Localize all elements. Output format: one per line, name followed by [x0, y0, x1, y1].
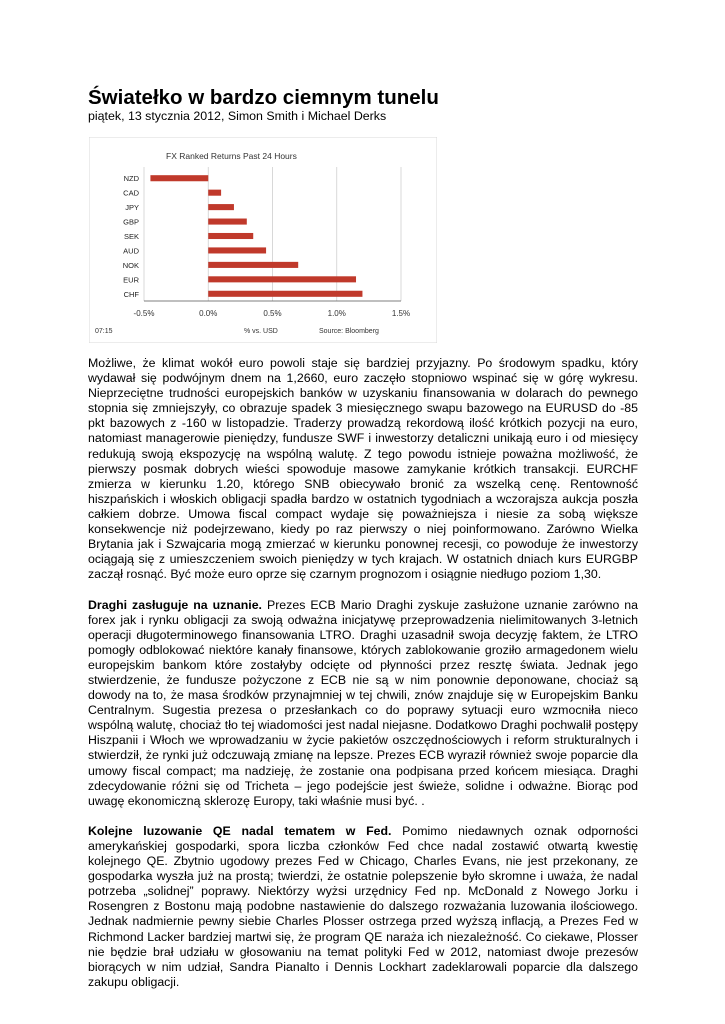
paragraph-text: Możliwe, że klimat wokół euro powoli staje się bardziej przyjazny. Po środowym spadku, który wydawał się podwójnym dnem na 1,2660, euro zaczęło stopniowo wspinać się w górę wykresu. Nieprzeciętne trudności europejskich banków w uzyskaniu finansowania w dolarach do pewnego stopnia się zmniejszyły, co obrazuje spadek 3 miesięcznego swapu bazowego na EURUSD do -85 pkt bazowych z -160 w listopadzie. Traderzy prowadzą rekordową ilość krótkich pozycji na euro, natomiast managerowie pieniędzy, fundusze SWF i inwestorzy detaliczni unikają euro i od miesięcy redukują swoją ekspozycję na wspólną walutę. Z tego powodu istnieje poważna możliwość, że pierwszy posmak dobrych wieści spowoduje masowe zamykanie krótkich transakcji. EURCHF zmierza w kierunku 1.20, którego SNB obiecywało bronić za wszelką cenę. Rentowność hiszpańskich i włoskich obligacji spadła bardzo w ostatnich tygodniach a wczorajsza aukcja poszła całkiem dobrze. Umowa fiscal compact wydaje się poważniejsza i niesie za sobą większe konsekwencje niż podejrzewano, kiedy po raz pierwszy o niej poinformowano. Zarówno Wielka Brytania jak i Szwajcaria mogą zmierzać w kierunku ponownej recesji, co powoduje że inwestorzy ociągają się z umieszczeniem swoich pieniędzy w tych krajach. W ostatnich dniach kurs EURGBP zaczął rosnąć. Być może euro oprze się czarnym prognozom i osiągnie niedługo poziom 1,30.: [88, 356, 638, 582]
chart-source: Source: Bloomberg: [319, 328, 379, 335]
category-label: AUD: [123, 246, 139, 256]
paragraph-euro-outlook: [88, 356, 638, 582]
paragraph-draghi: [88, 598, 638, 809]
paragraph-text: Pomimo niedawnych oznak odporności amerykańskiej gospodarki, spora liczba członków Fed chce nadal zostawić otwartą kwestię kolejnego QE. Zbytnio ugodowy prezes Fed w Chicago, Charles Evans, nie jest przekonany, ze gospodarka wyszła już na prostą; twierdzi, że ostatnie polepszenie było skromne i uważa, że nadal potrzeba „solidnej” poprawy. Niektórzy wyżsi urzędnicy Fed np. McDonald z Nowego Jorku i Rosengren z Bostonu mają podobne nastawienie do dalszego rozważania luzowania ilościowego. Jednak nadmiernie pewny siebie Charles Plosser ostrzega przed wyższą inflacją, a Prezes Fed w Richmond Lacker bardziej martwi się, że program QE naraża ich niezależność. Co ciekawe, Plosser nie będzie brał udziału w głosowaniu na temat polityki Fed w 2012, natomiast dwoje prezesów biorących w nim udział, Sandra Pianalto i Dennis Lockhart zadeklarowali poparcie dla dalszego zakupu obligacji.: [88, 823, 638, 989]
bar-eur: [208, 276, 356, 282]
chart-svg: [89, 137, 437, 343]
x-tick-label: 1.0%: [327, 309, 346, 318]
category-label: GBP: [123, 217, 139, 227]
category-label: CAD: [123, 188, 139, 198]
x-tick-label: 0.5%: [263, 309, 282, 318]
category-label: NZD: [123, 174, 139, 184]
paragraph-fed-qe: [88, 824, 638, 990]
bar-cad: [208, 190, 221, 196]
chart-xlabel: % vs. USD: [244, 328, 278, 335]
bar-aud: [208, 247, 266, 253]
category-label: EUR: [123, 275, 139, 285]
paragraph-lead: Kolejne luzowanie QE nadal tematem w Fed.: [88, 823, 392, 838]
category-label: NOK: [122, 260, 139, 270]
x-tick-label: -0.5%: [133, 309, 155, 318]
chart-time-label: 07:15: [95, 328, 113, 335]
article-byline: piątek, 13 stycznia 2012, Simon Smith i Michael Derks: [88, 109, 387, 123]
x-tick-label: 0.0%: [199, 309, 218, 318]
bar-jpy: [208, 204, 234, 210]
paragraph-text: Prezes ECB Mario Draghi zyskuje zasłużone uznanie zarówno na forex jak i rynku obligacji za swoją odważna inicjatywę przeprowadzenia nielimitowanych 3-letnich operacji długoterminowego finansowania LTRO. Draghi uzasadnił swoja decyzję faktem, że LTRO pomogły odblokować niektóre kanały finansowe, których zablokowanie groziło armagedonem wielu europejskim bankom które zostałyby odcięte od płynności przez resztę świata. Jednak jego stwierdzenie, że fundusze pożyczone z ECB nie są w nim ponownie deponowane, chociaż są dowody na to, że masa środków przynajmniej w tej chwili, znów znajduje się w Europejskim Banku Centralnym. Sugestia prezesa o przesłankach co do poprawy sytuacji euro wzmocniła nieco wspólną walutę, chociaż tło tej wiadomości jest nadal niejasne. Dodatkowo Draghi pochwalił postępy Hiszpanii i Włoch we wprowadzaniu w życie pakietów oszczędnościowych i reform strukturalnych i stwierdził, że rynki już odczuwają zmianę na lepsze. Prezes ECB wyraził również swoje poparcie dla umowy fiscal compact; ma nadzieję, że zostanie ona podpisana przed końcem miesiąca. Draghi zdecydowanie różni się od Tricheta – jego podejście jest świeże, solidne i odważne. Biorąc pod uwagę ekonomiczną sklerozę Europy, taki właśnie musi być. .: [88, 597, 638, 808]
x-tick-label: 1.5%: [391, 309, 411, 318]
bar-gbp: [208, 219, 247, 225]
bar-sek: [208, 233, 253, 239]
paragraph-lead: Draghi zasługuje na uznanie.: [88, 597, 262, 612]
bar-nok: [208, 262, 298, 268]
fx-returns-chart: [89, 137, 437, 343]
chart-title: FX Ranked Returns Past 24 Hours: [166, 151, 297, 161]
category-label: JPY: [125, 203, 139, 213]
bar-nzd: [150, 175, 208, 181]
bar-chf: [208, 291, 362, 297]
category-label: CHF: [123, 289, 139, 299]
article-body: [88, 356, 638, 1005]
category-label: SEK: [123, 232, 139, 241]
article-title: Światełko w bardzo ciemnym tunelu: [88, 86, 439, 109]
